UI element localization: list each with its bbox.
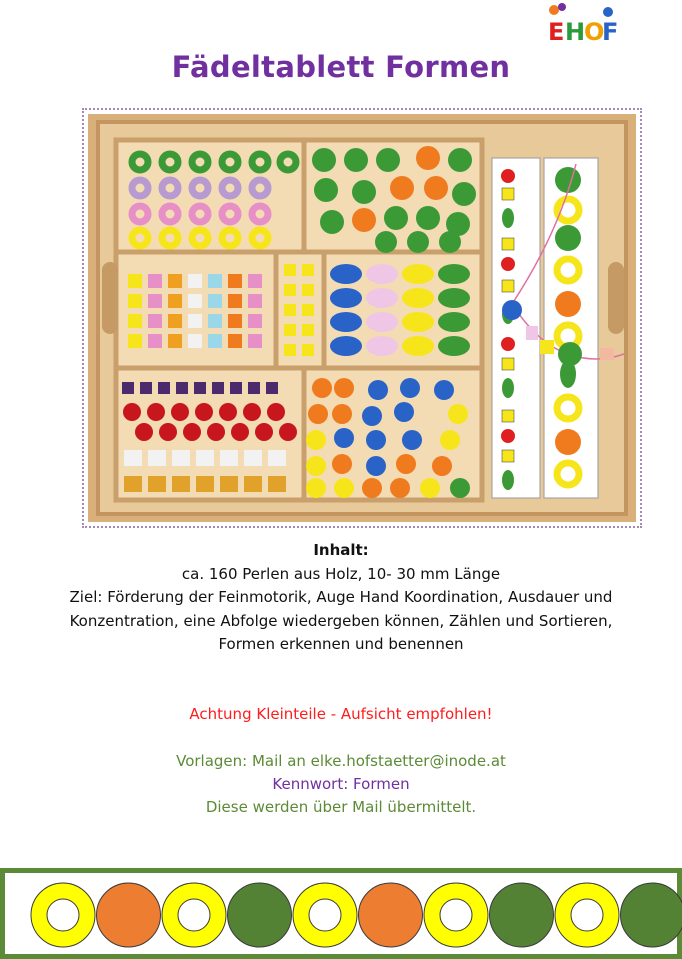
svg-text:E: E — [548, 18, 565, 46]
pattern-strip — [0, 868, 682, 959]
svg-text:O: O — [584, 18, 605, 46]
ehof-logo — [544, 2, 620, 46]
pattern-ring-hole-5 — [309, 899, 341, 931]
content-line-quantity: ca. 160 Perlen aus Holz, 10- 30 mm Länge — [181, 564, 501, 583]
pattern-ring-hole-1 — [47, 899, 79, 931]
page-title: Fädeltablett Formen — [171, 50, 511, 84]
svg-text:H: H — [565, 18, 586, 46]
small-parts-warning: Achtung Kleinteile - Aufsicht empfohlen! — [189, 705, 493, 723]
pattern-green-disc-4 — [228, 883, 292, 947]
contact-section — [0, 750, 682, 819]
content-section — [0, 539, 682, 657]
pattern-ring-hole-9 — [571, 899, 603, 931]
keyword-line: Kennwort: Formen — [272, 775, 410, 793]
delivery-line: Diese werden über Mail übermittelt. — [205, 798, 477, 816]
threading-tray-photo-icon — [88, 114, 636, 522]
product-photo-frame — [82, 108, 642, 528]
pattern-green-disc-10 — [621, 883, 682, 947]
content-heading: Inhalt: — [313, 541, 369, 559]
pattern-orange-disc-6 — [359, 883, 423, 947]
content-line-goal-3: Formen erkennen und benennen — [218, 635, 464, 653]
pattern-ring-hole-7 — [440, 899, 472, 931]
svg-text:F: F — [602, 18, 619, 46]
content-line-goal-1: Ziel: Förderung der Feinmotorik, Auge Hand Koordination, Ausdauer und — [69, 588, 613, 606]
pattern-ring-hole-3 — [178, 899, 210, 931]
pattern-green-disc-8 — [490, 883, 554, 947]
content-line-goal-2: Konzentration, eine Abfolge wiedergeben können, Zählen und Sortieren, — [69, 611, 613, 630]
pattern-orange-disc-2 — [97, 883, 161, 947]
templates-mail-line: Vorlagen: Mail an elke.hofstaetter@inode.at — [176, 752, 506, 770]
